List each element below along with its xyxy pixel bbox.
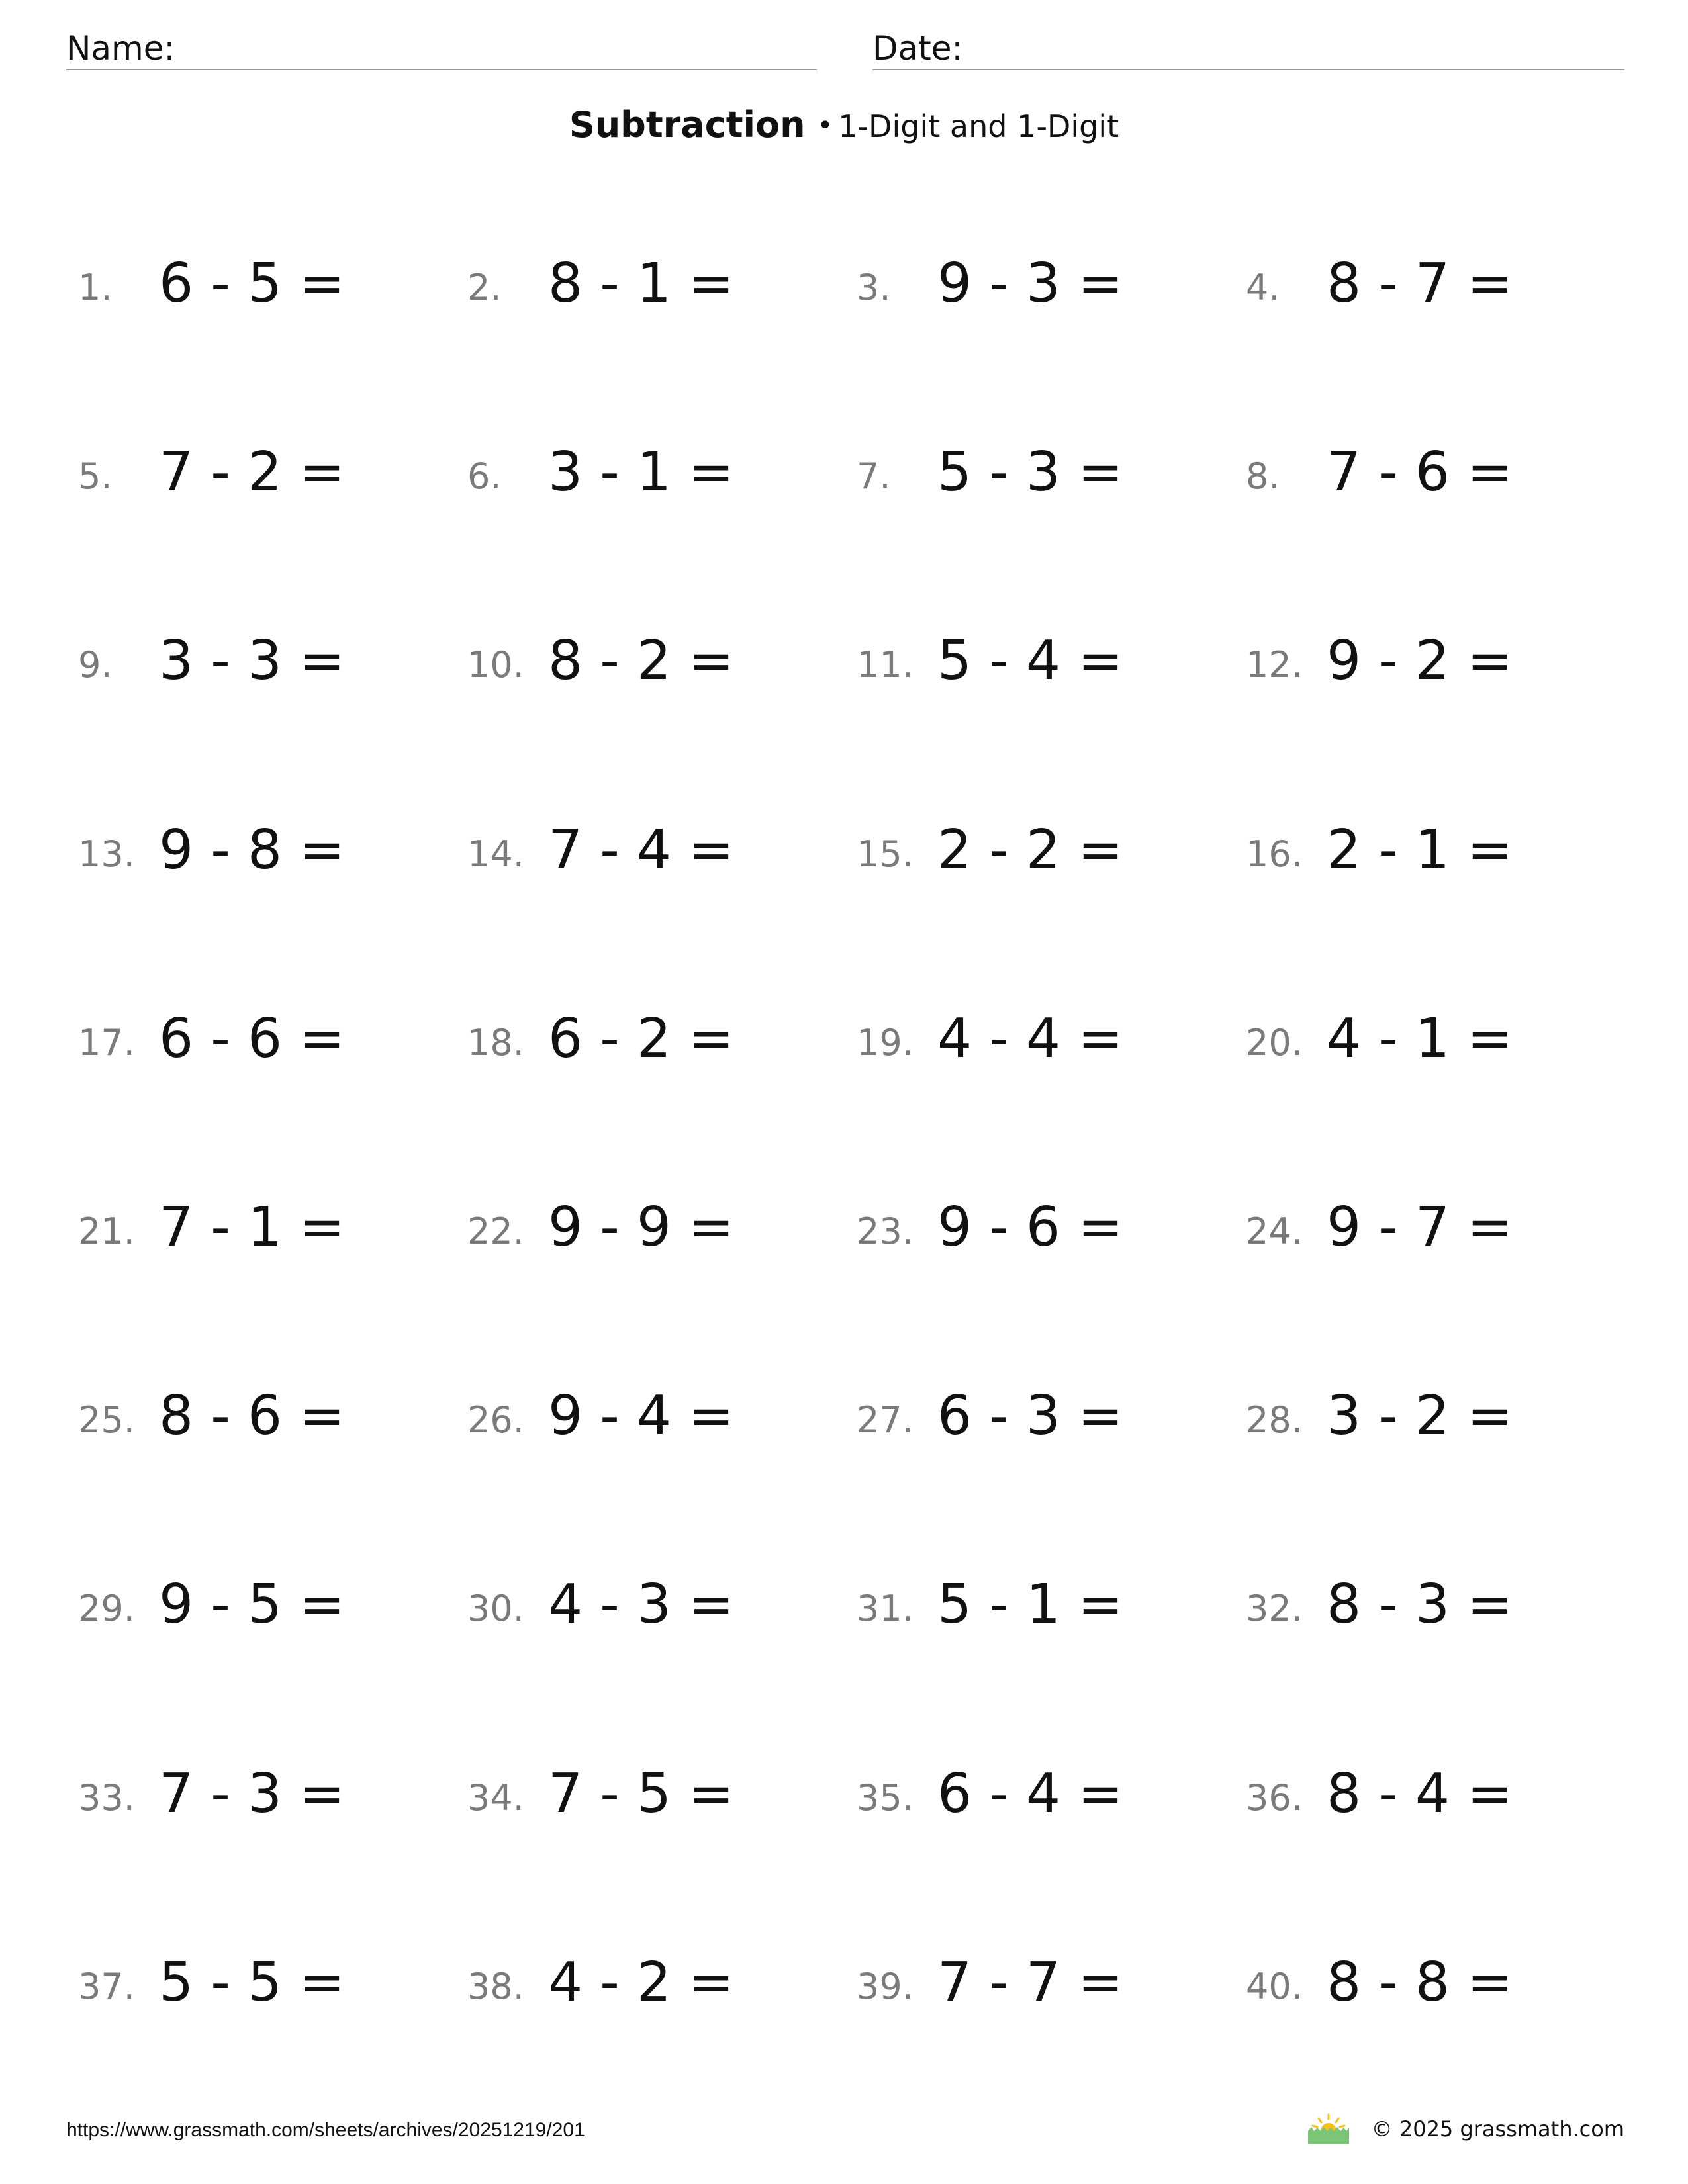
problem-expression: 9 - 5 =: [159, 1573, 345, 1636]
problem-expression: 8 - 3 =: [1327, 1573, 1513, 1636]
problem-item: [78, 627, 449, 707]
copyright-text: © 2025 grassmath.com: [1371, 2116, 1624, 2142]
problem-expression: 3 - 2 =: [1327, 1385, 1513, 1447]
name-field[interactable]: [66, 26, 817, 70]
problem-number: 24.: [1246, 1210, 1303, 1252]
problem-expression: 8 - 6 =: [159, 1385, 345, 1447]
problem-number: 32.: [1246, 1588, 1303, 1629]
problem-item: [857, 1949, 1227, 2028]
problem-item: [857, 250, 1227, 330]
problem-expression: 9 - 6 =: [937, 1196, 1123, 1259]
problem-number: 33.: [78, 1777, 135, 1819]
problem-item: [1246, 1760, 1617, 1840]
problem-expression: 5 - 1 =: [937, 1573, 1123, 1636]
problem-number: 29.: [78, 1588, 135, 1629]
problem-item: [857, 1383, 1227, 1462]
problem-number: 5.: [78, 455, 113, 497]
name-label: Name:: [66, 29, 175, 68]
problem-number: 36.: [1246, 1777, 1303, 1819]
problem-expression: 4 - 2 =: [548, 1951, 734, 2014]
problem-item: [857, 1194, 1227, 1273]
problem-expression: 5 - 5 =: [159, 1951, 345, 2014]
problem-expression: 7 - 4 =: [548, 819, 734, 882]
problem-expression: 6 - 6 =: [159, 1007, 345, 1070]
problem-expression: 9 - 3 =: [937, 252, 1123, 315]
problem-expression: 9 - 7 =: [1327, 1196, 1513, 1259]
problem-expression: 7 - 7 =: [937, 1951, 1123, 2014]
problem-item: [467, 627, 838, 707]
grass-sun-logo-icon: [1305, 2113, 1352, 2145]
problem-number: 14.: [467, 833, 524, 875]
problem-item: [1246, 1383, 1617, 1462]
problem-number: 34.: [467, 1777, 524, 1819]
problem-expression: 9 - 9 =: [548, 1196, 734, 1259]
footer-url[interactable]: https://www.grassmath.com/sheets/archives/20251219/201: [66, 2119, 585, 2141]
title-subtitle: 1-Digit and 1-Digit: [838, 109, 1119, 144]
problem-expression: 6 - 5 =: [159, 252, 345, 315]
date-field[interactable]: [872, 26, 1624, 70]
problem-number: 38.: [467, 1966, 524, 2007]
problem-item: [467, 1949, 838, 2028]
problem-number: 31.: [857, 1588, 914, 1629]
problem-expression: 8 - 1 =: [548, 252, 734, 315]
problem-expression: 3 - 1 =: [548, 441, 734, 504]
problem-item: [78, 1760, 449, 1840]
problem-item: [857, 627, 1227, 707]
worksheet-title: [0, 104, 1688, 146]
problem-item: [1246, 817, 1617, 896]
problem-item: [467, 1383, 838, 1462]
problem-number: 16.: [1246, 833, 1303, 875]
problem-number: 27.: [857, 1399, 914, 1441]
problem-expression: 6 - 3 =: [937, 1385, 1123, 1447]
problem-number: 2.: [467, 267, 502, 308]
problem-number: 23.: [857, 1210, 914, 1252]
problem-number: 15.: [857, 833, 914, 875]
problem-item: [857, 817, 1227, 896]
problem-number: 11.: [857, 644, 914, 686]
problem-expression: 5 - 4 =: [937, 629, 1123, 692]
problem-expression: 7 - 6 =: [1327, 441, 1513, 504]
problem-expression: 7 - 2 =: [159, 441, 345, 504]
problem-number: 28.: [1246, 1399, 1303, 1441]
problem-expression: 2 - 1 =: [1327, 819, 1513, 882]
problem-expression: 8 - 4 =: [1327, 1762, 1513, 1825]
problem-expression: 9 - 4 =: [548, 1385, 734, 1447]
problem-item: [1246, 627, 1617, 707]
problem-expression: 8 - 8 =: [1327, 1951, 1513, 2014]
problem-item: [1246, 1005, 1617, 1085]
problem-expression: 6 - 4 =: [937, 1762, 1123, 1825]
problem-item: [467, 439, 838, 518]
problem-item: [1246, 439, 1617, 518]
problem-item: [467, 1005, 838, 1085]
problem-number: 6.: [467, 455, 502, 497]
problem-number: 13.: [78, 833, 135, 875]
problem-item: [467, 250, 838, 330]
problem-number: 37.: [78, 1966, 135, 2007]
problem-item: [78, 817, 449, 896]
problem-item: [78, 1194, 449, 1273]
problem-number: 8.: [1246, 455, 1280, 497]
problem-expression: 4 - 1 =: [1327, 1007, 1513, 1070]
problem-expression: 7 - 1 =: [159, 1196, 345, 1259]
problem-number: 12.: [1246, 644, 1303, 686]
problem-number: 1.: [78, 267, 113, 308]
problem-expression: 8 - 7 =: [1327, 252, 1513, 315]
problem-expression: 2 - 2 =: [937, 819, 1123, 882]
problem-expression: 6 - 2 =: [548, 1007, 734, 1070]
grass-shape: [1308, 2131, 1349, 2144]
problem-number: 22.: [467, 1210, 524, 1252]
problem-expression: 4 - 4 =: [937, 1007, 1123, 1070]
problem-item: [78, 439, 449, 518]
problem-item: [857, 439, 1227, 518]
problem-item: [78, 1571, 449, 1651]
problem-number: 9.: [78, 644, 113, 686]
footer-brand: [1305, 2113, 1624, 2145]
problem-item: [857, 1760, 1227, 1840]
problem-item: [467, 817, 838, 896]
problem-number: 26.: [467, 1399, 524, 1441]
problem-item: [1246, 250, 1617, 330]
problem-number: 3.: [857, 267, 891, 308]
problem-expression: 7 - 3 =: [159, 1762, 345, 1825]
problem-number: 18.: [467, 1022, 524, 1064]
problem-item: [857, 1005, 1227, 1085]
problem-item: [467, 1571, 838, 1651]
problem-item: [1246, 1571, 1617, 1651]
problem-expression: 5 - 3 =: [937, 441, 1123, 504]
problem-number: 7.: [857, 455, 891, 497]
problem-number: 17.: [78, 1022, 135, 1064]
problem-item: [467, 1194, 838, 1273]
problem-expression: 4 - 3 =: [548, 1573, 734, 1636]
problem-expression: 3 - 3 =: [159, 629, 345, 692]
problem-expression: 9 - 8 =: [159, 819, 345, 882]
problem-expression: 8 - 2 =: [548, 629, 734, 692]
problem-number: 30.: [467, 1588, 524, 1629]
problem-number: 25.: [78, 1399, 135, 1441]
title-main: Subtraction: [569, 104, 806, 146]
problem-item: [78, 250, 449, 330]
problem-item: [1246, 1194, 1617, 1273]
problem-number: 20.: [1246, 1022, 1303, 1064]
problem-item: [467, 1760, 838, 1840]
problem-item: [857, 1571, 1227, 1651]
problem-number: 39.: [857, 1966, 914, 2007]
problem-expression: 7 - 5 =: [548, 1762, 734, 1825]
problem-number: 4.: [1246, 267, 1280, 308]
problem-expression: 9 - 2 =: [1327, 629, 1513, 692]
problem-item: [78, 1949, 449, 2028]
problem-number: 21.: [78, 1210, 135, 1252]
problem-item: [1246, 1949, 1617, 2028]
title-bullet: •: [817, 111, 833, 141]
problem-item: [78, 1005, 449, 1085]
problem-number: 35.: [857, 1777, 914, 1819]
date-label: Date:: [872, 29, 963, 68]
problem-number: 40.: [1246, 1966, 1303, 2007]
problem-number: 19.: [857, 1022, 914, 1064]
problem-item: [78, 1383, 449, 1462]
problem-number: 10.: [467, 644, 524, 686]
